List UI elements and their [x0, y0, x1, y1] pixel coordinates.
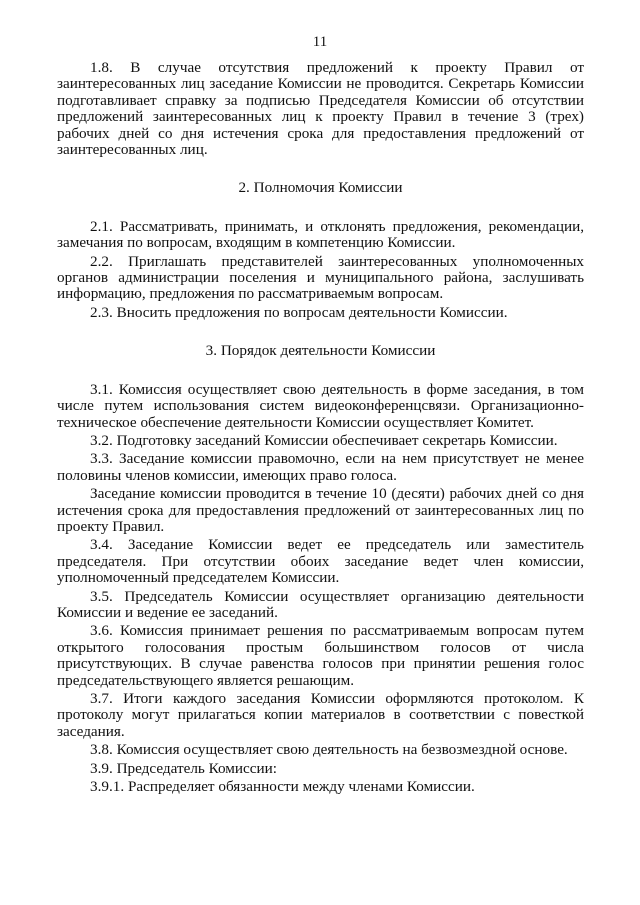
paragraph-3-8: 3.8. Комиссия осуществляет свою деятельность на безвозмездной основе. [90, 741, 568, 759]
page-number: 11 [312, 34, 328, 50]
paragraph-3-2: 3.2. Подготовку заседаний Комиссии обеспечивает секретарь Комиссии. [90, 431, 558, 449]
paragraph-3-3-continued: Заседание комиссии проводится в течение 10 (десяти) рабочих дней со дня истечения срока для предоставления предложений от заинтересованных лиц по проекту Правил. [57, 485, 584, 535]
paragraph-3-9: 3.9. Председатель Комиссии: [90, 759, 278, 777]
paragraph-3-7: 3.7. Итоги каждого заседания Комиссии оформляются протоколом. К протоколу могут прилагаться копии материалов в соответствии с повесткой заседания. [57, 690, 584, 740]
document-body [57, 60, 584, 797]
paragraph-2-3: 2.3. Вносить предложения по вопросам деятельности Комиссии. [90, 303, 508, 321]
paragraph-3-3: 3.3. Заседание комиссии правомочно, если на нем присутствует не менее половины членов комиссии, имеющих право голоса. [57, 450, 584, 484]
paragraph-2-2: 2.2. Приглашать представителей заинтересованных уполномоченных органов администрации поселения и муниципального района, заслушивать информацию, предложения по рассматриваемым вопросам. [57, 252, 584, 303]
section-heading-2: 2. Полномочия Комиссии [238, 179, 403, 197]
paragraph-3-1: 3.1. Комиссия осуществляет свою деятельность в форме заседания, в том числе путем использования систем видеоконференцсвязи. Организационно-техническое обеспечение деятельности Комиссии осуществляет Комитет. [57, 380, 584, 431]
paragraph-1-8: 1.8. В случае отсутствия предложений к проекту Правил от заинтересованных лиц заседание Комиссии не проводится. Секретарь Комиссии подготавливает справку за подписью Председателя Комиссии об отсутствии предложений заинтересованных лиц к проекту Правил в течение 3 (трех) рабочих дней со дня истечения срока для предоставления предложений от заинтересованных лиц. [57, 59, 584, 159]
paragraph-3-9-1: 3.9.1. Распределяет обязанности между членами Комиссии. [90, 778, 475, 796]
paragraph-3-5: 3.5. Председатель Комиссии осуществляет организацию деятельности Комиссии и ведение ее заседаний. [57, 587, 584, 621]
paragraph-3-6: 3.6. Комиссия принимает решения по рассматриваемым вопросам путем открытого голосования простым большинством голосов от числа присутствующих. В случае равенства голосов при принятии решения голос председательствующего является решающим. [57, 622, 584, 689]
section-heading-3: 3. Порядок деятельности Комиссии [205, 342, 436, 360]
paragraph-3-4: 3.4. Заседание Комиссии ведет ее председатель или заместитель председателя. При отсутствии обоих заседание ведет член комиссии, уполномоченный председателем Комиссии. [57, 536, 584, 587]
paragraph-2-1: 2.1. Рассматривать, принимать, и отклонять предложения, рекомендации, замечания по вопросам, входящим в компетенцию Комиссии. [57, 217, 584, 252]
